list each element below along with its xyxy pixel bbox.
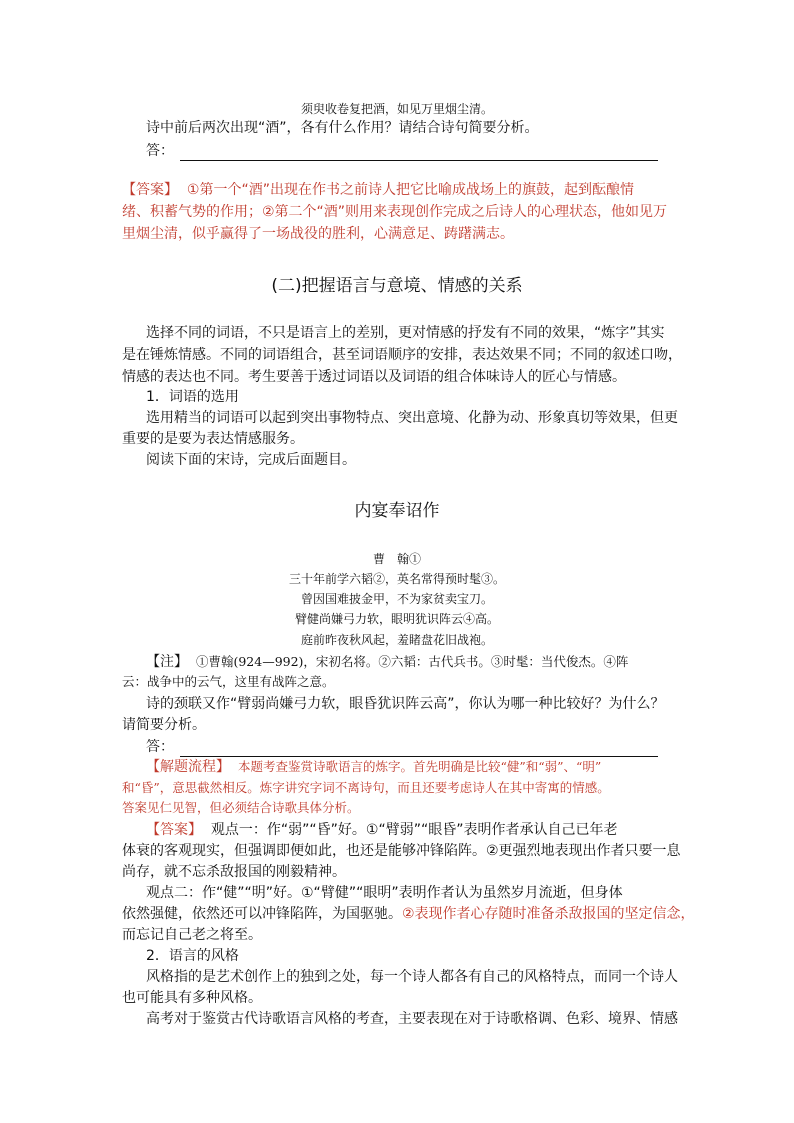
- answer-label: 答：: [146, 739, 174, 755]
- view1-line-1: 【答案】 观点一：作“弱”“昏”好。①“臂弱”“眼昏”表明作者承认自己已年老: [146, 822, 618, 838]
- process-line-2: 和“昏”，意思截然相反。炼字讲究字词不离诗句，而且还要考虑诗人在其中寄寓的情感。: [122, 780, 610, 795]
- process-line-3: 答案见仁见智，但必须结合诗歌具体分析。: [122, 800, 360, 815]
- sub1-line-2: 重要的是要为表达情感服务。: [122, 431, 304, 447]
- answer-underline: [180, 742, 658, 757]
- sub2-line-1: 风格指的是艺术创作上的独到之处，每一个诗人都各有自己的风格特点，而同一个诗人: [146, 969, 678, 985]
- section-title: (二)把握语言与意境、情感的关系: [271, 276, 523, 296]
- answer-tag: 【答案】: [146, 822, 202, 838]
- sub2-heading: 2．语言的风格: [146, 948, 239, 964]
- answer-1-line: [146, 141, 658, 161]
- poem-author: 曹 翰①: [372, 552, 421, 566]
- view2-line-3: 而忘记自己老之将至。: [122, 927, 262, 943]
- answer-tag: 【答案】: [122, 182, 178, 198]
- question-2-line-2: 请简要分析。: [122, 717, 206, 733]
- poem-line-3: 臂健尚嫌弓力软，眼明犹识阵云④高。: [294, 612, 499, 626]
- process-tag: 【解题流程】: [146, 759, 230, 775]
- poem-title: 内宴奉诏作: [354, 501, 440, 521]
- poem-line-2: 曾因国难披金甲，不为家贫卖宝刀。: [300, 592, 493, 606]
- answer-underline: [180, 146, 658, 161]
- sub2-line-2: 也可能具有多种风格。: [122, 990, 262, 1006]
- intro-line-3: 情感的表达也不同。考生要善于透过词语以及词语的组合体味诗人的匠心与情感。: [122, 369, 626, 385]
- reading-prompt: 阅读下面的宋诗，完成后面题目。: [146, 452, 356, 468]
- view1-line-2: 体衰的客观现实，但强调即便如此，也还是能够冲锋陷阵。②更强烈地表现出作者只要一息: [122, 843, 681, 859]
- process-line-1: 【解题流程】 本题考查鉴赏诗歌语言的炼字。首先明确是比较“健”和“弱”、“明”: [146, 759, 602, 775]
- question-1: 诗中前后两次出现“酒”，各有什么作用？请结合诗句简要分析。: [146, 120, 539, 136]
- intro-line-1: 选择不同的词语，不只是语言上的差别，更对情感的抒发有不同的效果，“炼字”其实: [146, 325, 665, 341]
- answer-1-line-2: 绪、积蓄气势的作用；②第二个“酒”则用来表现创作完成之后诗人的心理状态，他如见万: [122, 204, 668, 220]
- answer-1-line-1: 【答案】 ①第一个“酒”出现在作书之前诗人把它比喻成战场上的旗鼓，起到酝酿情: [122, 182, 634, 198]
- poem-line-4: 庭前昨夜秋风起，羞睹盘花旧战袍。: [300, 633, 493, 647]
- note-line-1: 【注】 ①曹翰(924—992)，宋初名将。②六韬：古代兵书。③时髦：当代俊杰。④阵: [146, 654, 629, 670]
- sub1-line-1: 选用精当的词语可以起到突出事物特点、突出意境、化静为动、形象真切等效果，但更: [146, 410, 678, 426]
- view1-line-3: 尚存，就不忘杀敌报国的刚毅精神。: [122, 864, 346, 880]
- note-line-2: 云：战争中的云气，这里有战阵之意。: [122, 674, 335, 689]
- sub1-heading: 1．词语的选用: [146, 389, 239, 405]
- answer-2-line: [146, 737, 658, 757]
- intro-line-2: 是在锤炼情感。不同的词语组合，甚至词语顺序的安排，表达效果不同；不同的叙述口吻，: [122, 347, 682, 363]
- top-poem-line: 须臾收卷复把酒，如见万里烟尘清。: [300, 102, 493, 116]
- question-2-line-1: 诗的颈联又作“臂弱尚嫌弓力软，眼昏犹识阵云高”，你认为哪一种比较好？为什么？: [146, 696, 665, 712]
- answer-label: 答：: [146, 143, 174, 159]
- note-tag: 【注】: [146, 654, 188, 670]
- view2-line-1: 观点二：作“健”“明”好。①“臂健”“眼明”表明作者认为虽然岁月流逝，但身体: [146, 885, 623, 901]
- poem-line-1: 三十年前学六韬②，英名常得预时髦③。: [288, 572, 505, 586]
- answer-1-line-3: 里烟尘清，似乎赢得了一场战役的胜利，心满意足、踌躇满志。: [122, 226, 514, 242]
- view2-line-2: 依然强健，依然还可以冲锋陷阵，为国驱驰。②表现作者心存随时准备杀敌报国的坚定信念，: [122, 906, 695, 922]
- sub2-line-3: 高考对于鉴赏古代诗歌语言风格的考查，主要表现在对于诗歌格调、色彩、境界、情感: [146, 1011, 678, 1027]
